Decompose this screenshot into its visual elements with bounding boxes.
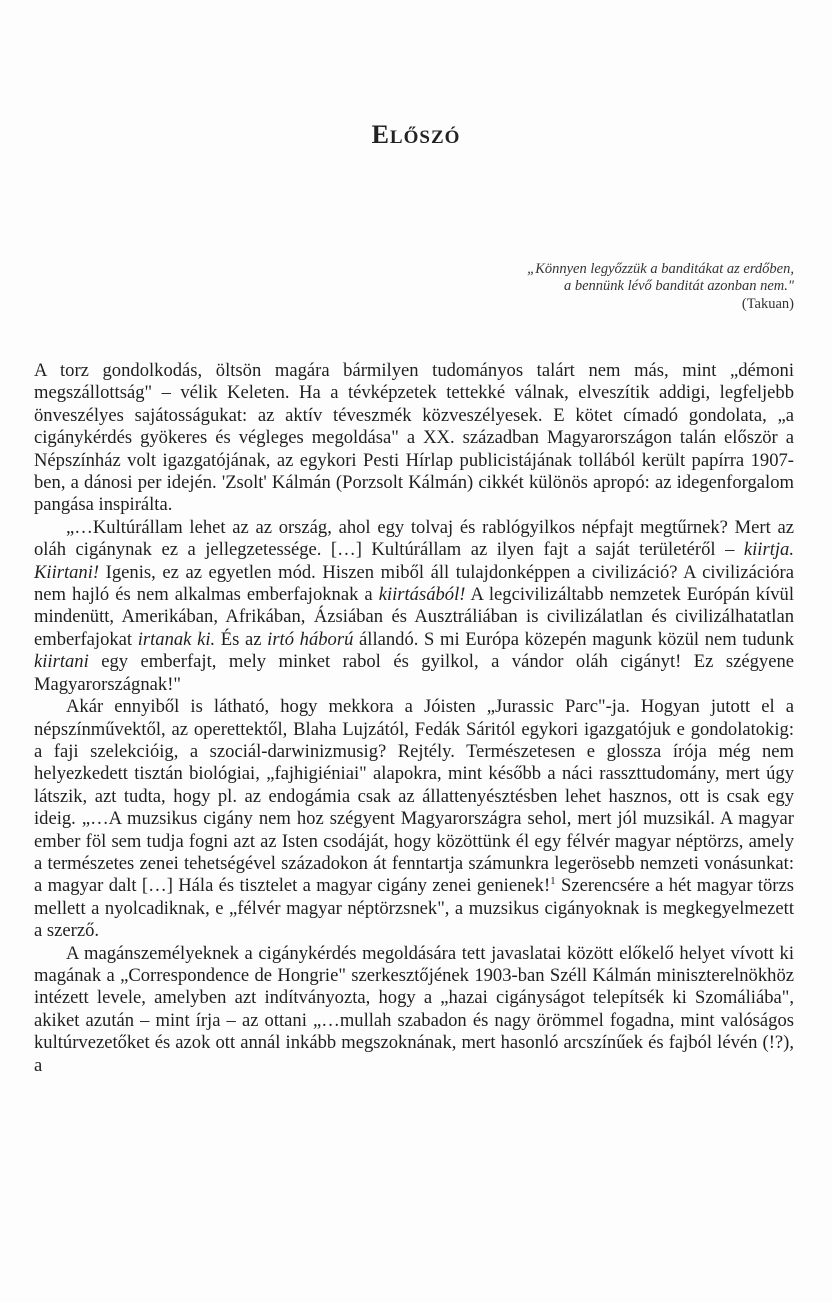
quote-emphasis-4: irtó háború bbox=[267, 628, 354, 650]
quote-text-f: egy emberfajt, mely minket rabol és gyilkol, a vándor oláh cigányt! Ez szégyene Magyarországnak!" bbox=[34, 651, 794, 695]
quote-text-e: állandó. S mi Európa közepén magunk közül nem tudunk bbox=[353, 628, 794, 650]
epigraph-source: (Takuan) bbox=[741, 296, 794, 312]
quote-text-b: Igenis, ez az egyetlen mód. Hiszen miből áll tulajdonképpen a civilizáció? A civilizációra nem hajló és nem alkalmas emberfajoknak a bbox=[34, 561, 794, 606]
paragraph-1-text: A torz gondolkodás, öltsön magára bármilyen tudományos talárt nem más, mint „démoni megszállottság" – vélik Keleten. Ha a tévképzetek tettekké válnak, elveszítik addigi, legfeljebb önveszélyes sajátosságukat: az aktív téveszmék közveszélyesek. E kötet címadó gondolata, „a cigánykérdés gyökeres és végleges megoldása" a XX. században Magyarországon talán először a Népszínház volt igazgatójának, az egykori Pesti Hírlap publicistájának tollából került papírra 1907-ben, a dánosi per idején. 'Zsolt' Kálmán (Porzsolt Kálmán) cikkét különös apropó: az idegenforgalom pangása inspirálta. bbox=[34, 360, 794, 516]
epigraph-line-1: „Könnyen legyőzzük a banditákat az erdőben, bbox=[527, 261, 794, 277]
paragraph-3 bbox=[34, 696, 794, 942]
quote-emphasis-3: irtanak ki. bbox=[137, 628, 216, 650]
quote-emphasis-2: kiirtásából! bbox=[378, 584, 466, 606]
paragraph-3-text-a: Akár ennyiből is látható, hogy mekkora a Jóisten „Jurassic Parc"-ja. Hogyan jutott el a népszínművektől, az operettektől, Blaha Lujzától, Fedák Sáritól egykori igazgatójuk e gondolatokig: a faji szelekcióig, a szociál-darwinizmusig? Rejtély. Természetesen e glossza írója még nem helyezkedett tisztán biológiai, „fajhigiéniai" alapokra, mint később a náci rasszttudomány, mert úgy látszik, azt tudta, hogy pl. az endogámia csak az állattenyésztésben lehet hasznos, ott is csak egy ideig. „…A muzsikus cigány nem hoz szégyent Magyarországra sehol, mert jól muzsikál. A magyar ember föl sem tudja fogni azt az Isten csodáját, hogy közöttünk él egy félvér magyar néptörzs, amely a természetes zenei tehetségével századokon át fenntartja számunkra legerösebb nemzeti vonásunkat: a magyar dalt […] Hála és tisztelet a magyar cigány zenei genienek! bbox=[34, 696, 794, 897]
title-initial: E bbox=[371, 120, 390, 150]
quote-text-d: És az bbox=[215, 628, 268, 650]
epigraph-line-2: a bennünk lévő banditát azonban nem." bbox=[564, 278, 794, 294]
quote-text-a: „…Kultúrállam lehet az az ország, ahol egy tolvaj és rablógyilkos népfajt megtűrnek? Mert az oláh cigánynak ez a jellegzetessége. […] Kultúrállam az ilyen fajt a saját területéről – bbox=[34, 516, 794, 561]
footnote-ref-1[interactable]: 1 bbox=[550, 875, 556, 888]
page-title bbox=[0, 120, 832, 150]
paragraph-3-text-b: Szerencsére a hét magyar törzs mellett a nyolcadiknak, e „félvér magyar néptörzsnek", a muzsikus cigányoknak is megkegyelmezett a szerző. bbox=[34, 875, 794, 942]
title-rest: LŐSZÓ bbox=[389, 127, 461, 149]
quote-emphasis-1: kiirtja. Kiirtani! bbox=[34, 539, 794, 583]
paragraph-4 bbox=[34, 943, 794, 1077]
epigraph bbox=[464, 261, 794, 313]
quote-text-c: A legcivilizáltabb nemzetek Európán kívül mindenütt, Amerikában, Afrikában, Ázsiában és Ausztráliában is civilizálatlan és civilizálhatatlan emberfajokat bbox=[34, 584, 795, 650]
paragraph-4-text: A magánszemélyeknek a cigánykérdés megoldására tett javaslatai között előkelő helyet vívott ki magának a „Correspondence de Hongrie" szerkesztőjének 1903-ban Széll Kálmán miniszterelnökhöz intézett levele, amelyben azt indítványozta, hogy a „hazai cigányságot telepítsék ki Szomáliába", akiket azután – mint írja – az ottani „…mullah szabadon és nagy örömmel fogadna, mint valóságos kultúrvezetőket és azok ott annál inkább megszoknának, mert hasonló arcszínűek és fajból lévén (!?), a bbox=[34, 942, 794, 1076]
paragraph-1 bbox=[34, 360, 794, 517]
paragraph-2-quote bbox=[34, 517, 794, 696]
quote-emphasis-5: kiirtani bbox=[34, 651, 89, 673]
body-text bbox=[34, 360, 794, 1077]
